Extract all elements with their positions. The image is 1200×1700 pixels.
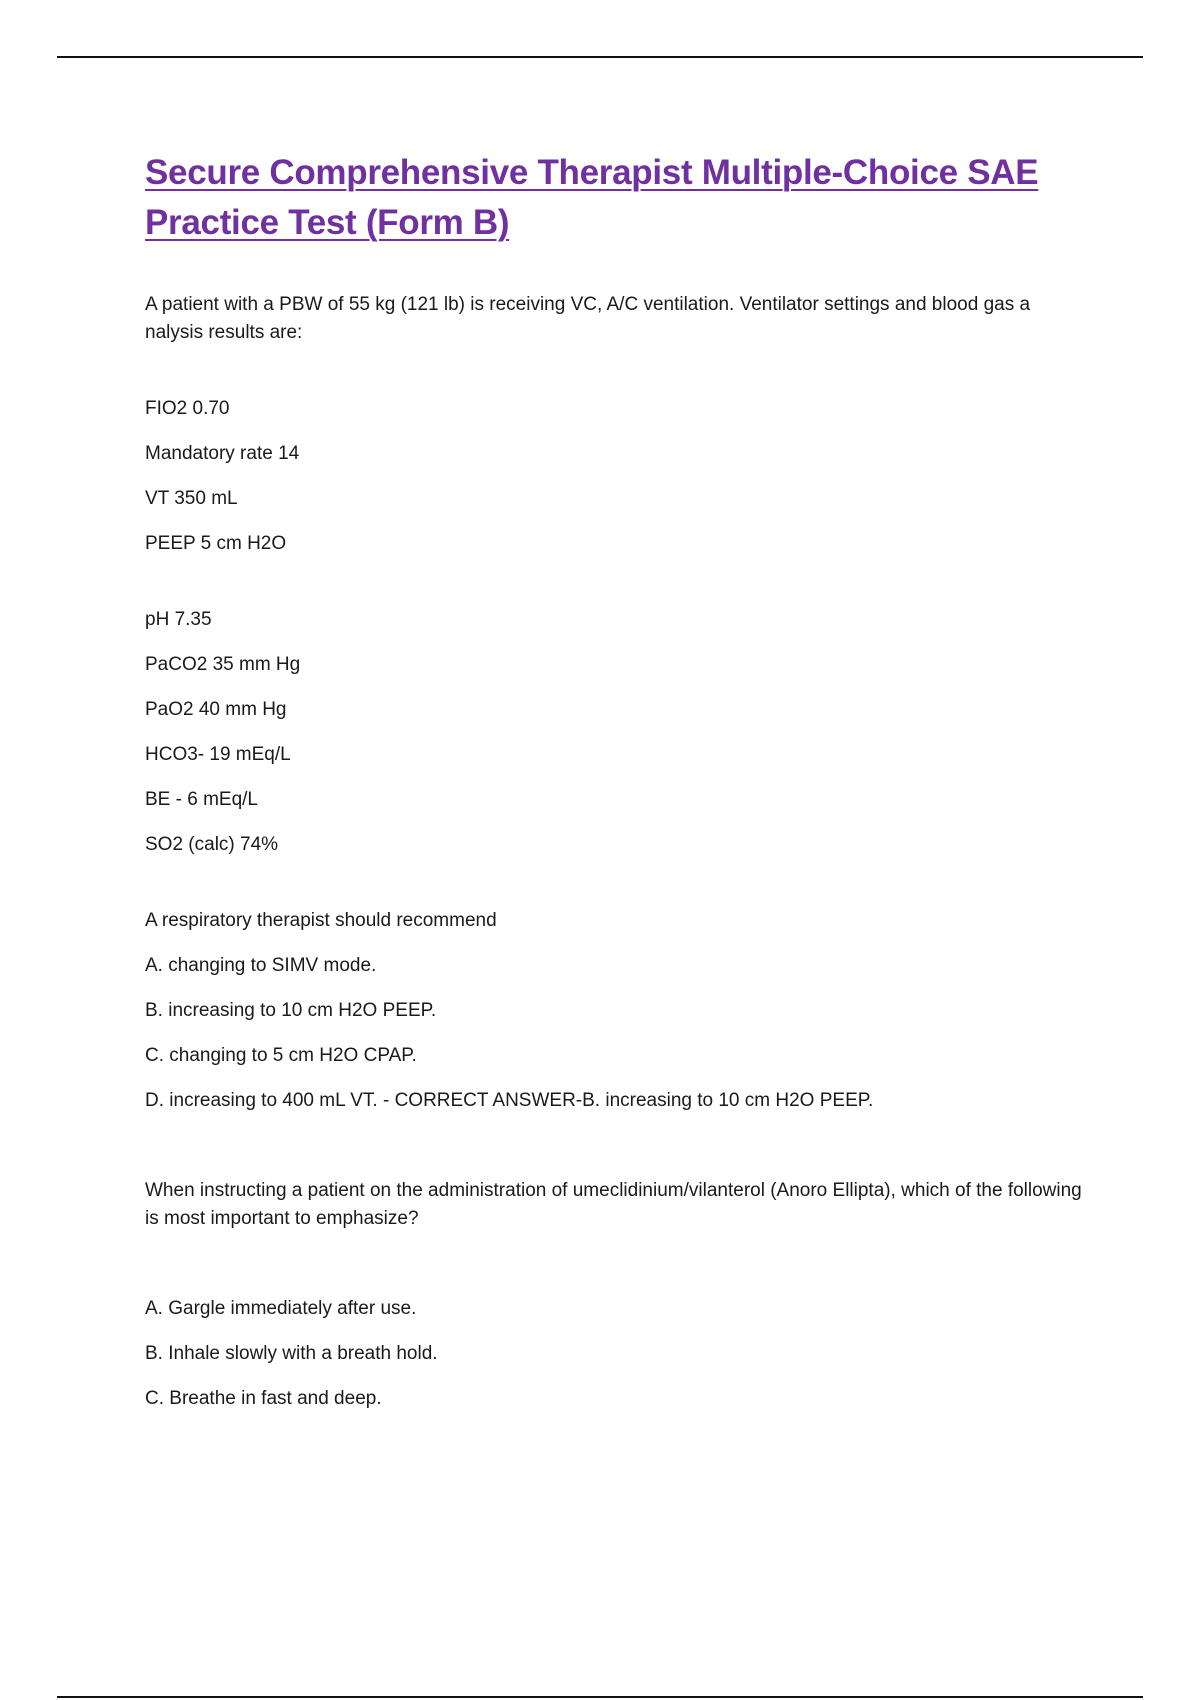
- question-1-option-b: B. increasing to 10 cm H2O PEEP.: [145, 1000, 437, 1021]
- gas-be: BE - 6 mEq/L: [145, 789, 258, 810]
- question-2-choices: [145, 1295, 1085, 1413]
- question-1-stem: A patient with a PBW of 55 kg (121 lb) is receiving VC, A/C ventilation. Ventilator settings and blood gas a nalysis results are:: [145, 294, 1031, 343]
- top-rule: [57, 56, 1143, 58]
- setting-vt: VT 350 mL: [145, 488, 238, 509]
- gas-ph: pH 7.35: [145, 609, 212, 630]
- gas-hco3: HCO3- 19 mEq/L: [145, 744, 291, 765]
- question-2-option-c: C. Breathe in fast and deep.: [145, 1388, 382, 1409]
- question-2-option-a: A. Gargle immediately after use.: [145, 1298, 417, 1319]
- question-1-option-c: C. changing to 5 cm H2O CPAP.: [145, 1045, 417, 1066]
- question-1-choices: [145, 907, 1085, 1115]
- blood-gas-results: [145, 606, 1085, 859]
- document-title: Secure Comprehensive Therapist Multiple-Choice SAE Practice Test (Form B): [145, 153, 1039, 242]
- question-1-option-a: A. changing to SIMV mode.: [145, 955, 377, 976]
- bottom-rule: [57, 1696, 1143, 1698]
- question-1-prompt: A respiratory therapist should recommend: [145, 910, 497, 931]
- document-body: [145, 148, 1085, 1413]
- setting-peep: PEEP 5 cm H2O: [145, 533, 287, 554]
- setting-mandatory-rate: Mandatory rate 14: [145, 443, 300, 464]
- ventilator-settings: [145, 395, 1085, 558]
- question-2-option-b: B. Inhale slowly with a breath hold.: [145, 1343, 438, 1364]
- question-1-option-d: D. increasing to 400 mL VT. - CORRECT ANSWER-B. increasing to 10 cm H2O PEEP.: [145, 1090, 874, 1111]
- gas-pao2: PaO2 40 mm Hg: [145, 699, 287, 720]
- question-2-stem: When instructing a patient on the administration of umeclidinium/vilanterol (Anoro Ellipta), which of the following is most important to emphasize?: [145, 1180, 1082, 1229]
- gas-paco2: PaCO2 35 mm Hg: [145, 654, 301, 675]
- gas-so2: SO2 (calc) 74%: [145, 834, 279, 855]
- setting-fio2: FIO2 0.70: [145, 398, 230, 419]
